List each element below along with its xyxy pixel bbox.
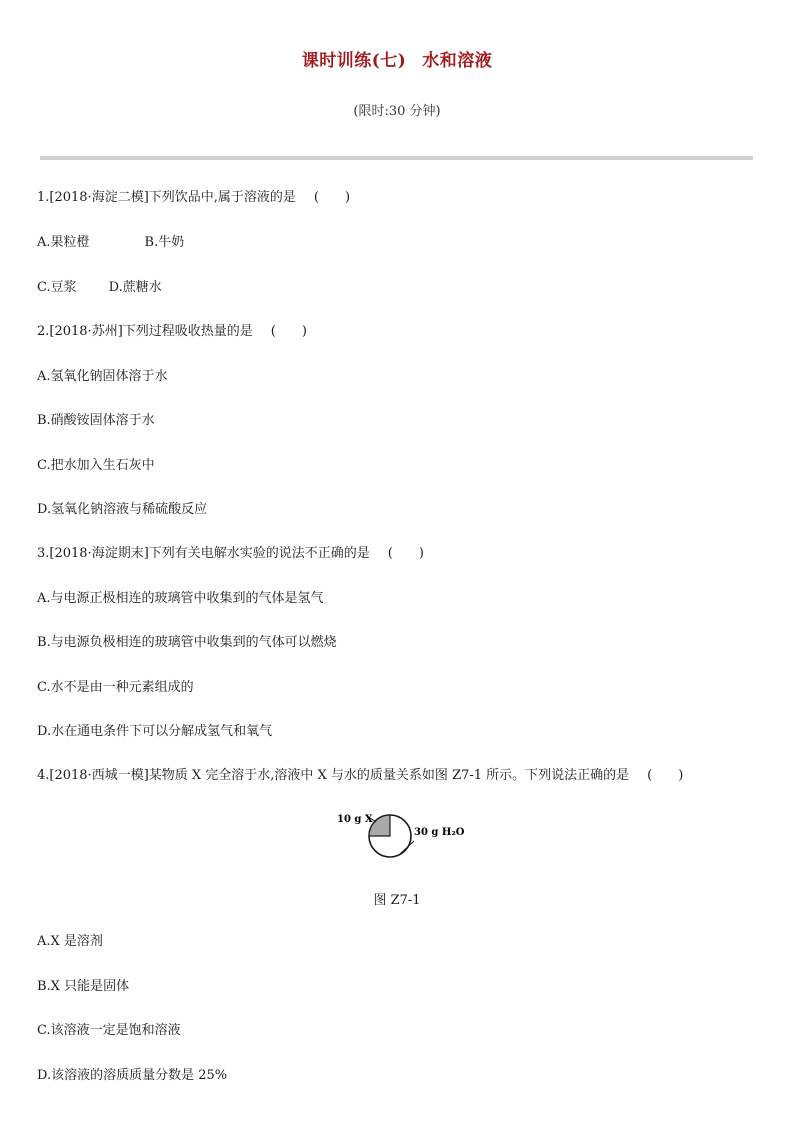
option-c: C.豆浆	[37, 280, 77, 295]
answer-blank: ( )	[647, 768, 684, 783]
question-1-stem: 1.[2018·海淀二模]下列饮品中,属于溶液的是 ( )	[37, 190, 351, 205]
option-a: A.果粒橙	[37, 235, 90, 250]
figure-caption: 图 Z7-1	[373, 893, 421, 908]
label-x-mass: 10 g X	[337, 814, 373, 825]
answer-blank: ( )	[387, 546, 424, 561]
mass-ratio-pie-figure	[330, 808, 470, 868]
question-3-option-d: D.水在通电条件下可以分解成氢气和氧气	[37, 724, 273, 739]
question-3-stem: 3.[2018·海淀期末]下列有关电解水实验的说法不正确的是 ( )	[37, 546, 424, 561]
question-3-option-a: A.与电源正极相连的玻璃管中收集到的气体是氢气	[37, 591, 324, 606]
label-water-mass: 30 g H₂O	[414, 827, 465, 838]
question-1-options-row2	[37, 280, 162, 296]
answer-blank: ( )	[270, 324, 307, 339]
question-3-option-b: B.与电源负极相连的玻璃管中收集到的气体可以燃烧	[37, 635, 337, 650]
header-divider	[40, 156, 753, 160]
question-4-option-b: B.X 只能是固体	[37, 979, 130, 994]
question-4-option-a: A.X 是溶剂	[37, 934, 103, 949]
question-2-option-d: D.氢氧化钠溶液与稀硫酸反应	[37, 502, 208, 517]
answer-blank: ( )	[313, 190, 351, 205]
time-limit: (限时:30 分钟)	[353, 104, 441, 119]
question-2-option-c: C.把水加入生石灰中	[37, 458, 155, 473]
title-lesson: 课时训练(七)	[301, 51, 407, 71]
question-4-option-c: C.该溶液一定是饱和溶液	[37, 1023, 181, 1038]
question-1-options-row1	[37, 235, 184, 251]
question-4-option-d: D.该溶液的溶质质量分数是 25%	[37, 1068, 228, 1083]
question-2-option-a: A.氢氧化钠固体溶于水	[37, 369, 168, 384]
option-d: D.蔗糖水	[108, 280, 162, 295]
question-2-option-b: B.硝酸铵固体溶于水	[37, 413, 155, 428]
title-topic: 水和溶液	[422, 51, 493, 71]
question-4-stem: 4.[2018·西城一模]某物质 X 完全溶于水,溶液中 X 与水的质量关系如图 Z7-1 所示。下列说法正确的是 ( )	[37, 768, 684, 783]
option-b: B.牛奶	[144, 235, 185, 250]
question-2-stem: 2.[2018·苏州]下列过程吸收热量的是 ( )	[37, 324, 307, 339]
page-title	[0, 46, 794, 71]
question-3-option-c: C.水不是由一种元素组成的	[37, 680, 194, 695]
